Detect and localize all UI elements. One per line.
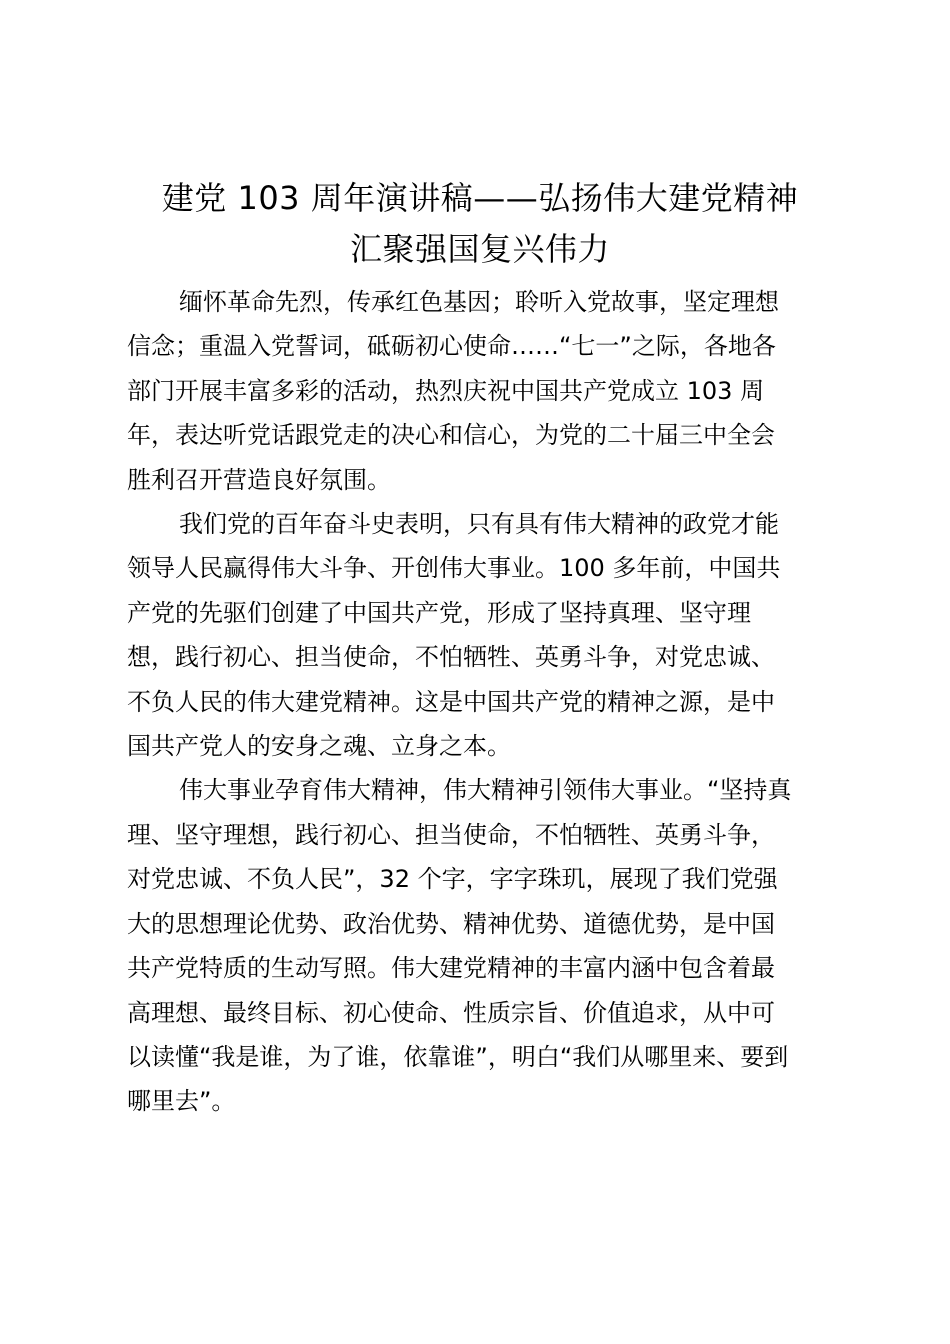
text-line: 理、坚守理想，践行初心、担当使命，不怕牺牲、英勇斗争， — [127, 820, 775, 849]
text-line: 年，表达听党话跟党走的决心和信心，为党的二十届三中全会 — [127, 421, 775, 450]
text-line: 产党的先驱们创建了中国共产党，形成了坚持真理、坚守理 — [127, 598, 751, 627]
text-line: 胜利召开营造良好氛围。 — [127, 465, 391, 494]
text-line: 想，践行初心、担当使命，不怕牺牲、英勇斗争，对党忠诚、 — [127, 643, 775, 672]
document-title — [120, 173, 840, 275]
text-line: 对党忠诚、不负人民”，32 个字，字字珠玑，展现了我们党强 — [127, 865, 778, 894]
document-body — [127, 280, 835, 1124]
text-line: 我们党的百年奋斗史表明，只有具有伟大精神的政党才能 — [179, 510, 779, 539]
text-line: 部门开展丰富多彩的活动，热烈庆祝中国共产党成立 103 周 — [127, 376, 765, 405]
text-line: 领导人民赢得伟大斗争、开创伟大事业。100 多年前，中国共 — [127, 554, 781, 583]
title-line: 建党 103 周年演讲稿——弘扬伟大建党精神 — [161, 179, 799, 217]
paragraph — [127, 768, 835, 1123]
text-line: 不负人民的伟大建党精神。这是中国共产党的精神之源，是中 — [127, 687, 775, 716]
text-line: 共产党特质的生动写照。伟大建党精神的丰富内涵中包含着最 — [127, 954, 775, 983]
text-line: 以读懂“我是谁，为了谁，依靠谁”，明白“我们从哪里来、要到 — [127, 1042, 789, 1071]
paragraph — [127, 280, 835, 502]
title-line: 汇聚强国复兴伟力 — [349, 230, 610, 268]
text-line: 国共产党人的安身之魂、立身之本。 — [127, 732, 511, 761]
paragraph — [127, 502, 835, 768]
text-line: 信念；重温入党誓词，砥砺初心使命……“七一”之际，各地各 — [127, 332, 776, 361]
text-line: 缅怀革命先烈，传承红色基因；聆听入党故事，坚定理想 — [179, 288, 779, 316]
text-line: 大的思想理论优势、政治优势、精神优势、道德优势，是中国 — [127, 909, 775, 938]
text-line: 高理想、最终目标、初心使命、性质宗旨、价值追求，从中可 — [127, 998, 775, 1027]
text-line: 伟大事业孕育伟大精神，伟大精神引领伟大事业。“坚持真 — [179, 776, 792, 805]
text-line: 哪里去”。 — [127, 1087, 236, 1116]
